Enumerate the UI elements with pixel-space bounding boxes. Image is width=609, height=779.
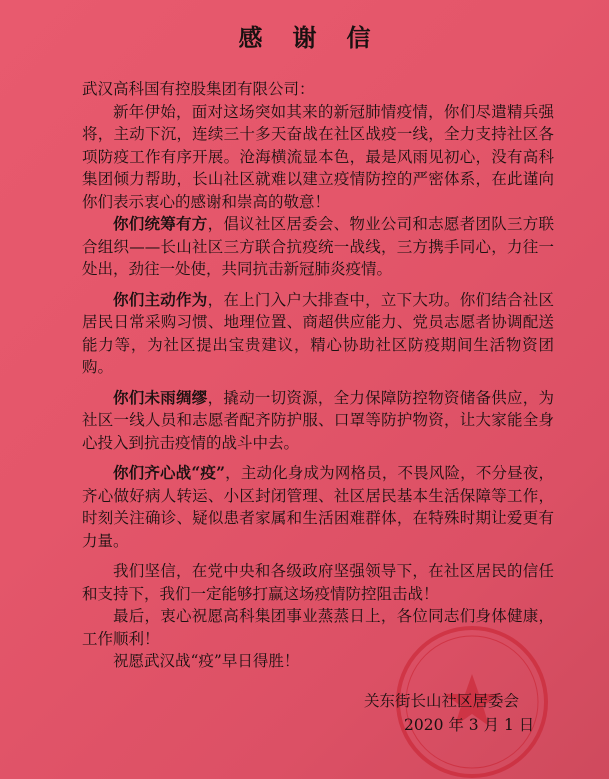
paragraph-initiative (82, 289, 554, 379)
paragraph-text: ，主动化身成为网格员，不畏风险，不分昼夜，齐心做好病人转运、小区封闭管理、社区居民基本生活保障等工作，时刻关注确诊、疑似患者家属和生活困难群体，在特殊时期让爱更有力量。 (82, 464, 554, 550)
signature-block (340, 690, 570, 736)
paragraph-text: ，撬动一切资源，全力保障防控物资储备供应，为社区一线人员和志愿者配齐防护服、口罩等防护物资，让大家能全身心投入到抗击疫情的战斗中去。 (82, 388, 554, 452)
paragraph-text: ，在上门入户大排查中，立下大功。你们结合社区居民日常采购习惯、地理位置、商超供应能力、党员志愿者协调配送能力等，为社区提出宝贵建议，精心协助社区防疫期间生活物资团购。 (82, 290, 554, 376)
paragraph-text: 新年伊始，面对这场突如其来的新冠肺情疫情，你们尽遣精兵强将，主动下沉，连续三十多天奋战在社区战疫一线，全力支持社区各项防疫工作有序开展。沧海横流显本色，最是风雨见初心，没有高科集团倾力帮助，长山社区就难以建立疫情防控的严密体系，在此谨向你们表示衷心的感谢和崇高的敬意！ (82, 102, 554, 211)
paragraph-lead: 你们齐心战“疫” (113, 463, 225, 482)
signature-date: 2020 年 3 月 1 日 (404, 716, 535, 734)
paragraph-coordination (82, 213, 554, 281)
closing-line: 祝愿武汉战“疫”早日得胜！ (113, 652, 300, 670)
paragraph-preparation (82, 387, 554, 455)
letter-body (82, 78, 554, 673)
paragraph-opening (82, 101, 554, 214)
letter-title: 感谢信 (238, 23, 401, 52)
salutation: 武汉高科国有控股集团有限公司： (82, 80, 315, 98)
paragraph-lead: 你们统筹有方 (113, 214, 208, 233)
signature-organization: 关东街长山社区居委会 (364, 692, 520, 710)
paragraph-text: 我们坚信，在党中央和各级政府坚强领导下，在社区居民的信任和支持下，我们一定能够打赢这场疫情防控阻击战！ (82, 562, 554, 603)
paragraph-unity (82, 462, 554, 552)
paragraph-text: ，倡议社区居委会、物业公司和志愿者团队三方联合组织——长山社区三方联合抗疫统一战线，三方携手同心，力往一处出，劲往一处使，共同抗击新冠肺炎疫情。 (82, 215, 554, 278)
paragraph-text: 最后，衷心祝愿高科集团事业蒸蒸日上，各位同志们身体健康，工作顺利！ (82, 607, 554, 648)
paragraph-lead: 你们主动作为 (113, 289, 208, 309)
paragraph-belief (82, 560, 554, 605)
paragraph-lead: 你们未雨绸缪 (113, 387, 208, 407)
